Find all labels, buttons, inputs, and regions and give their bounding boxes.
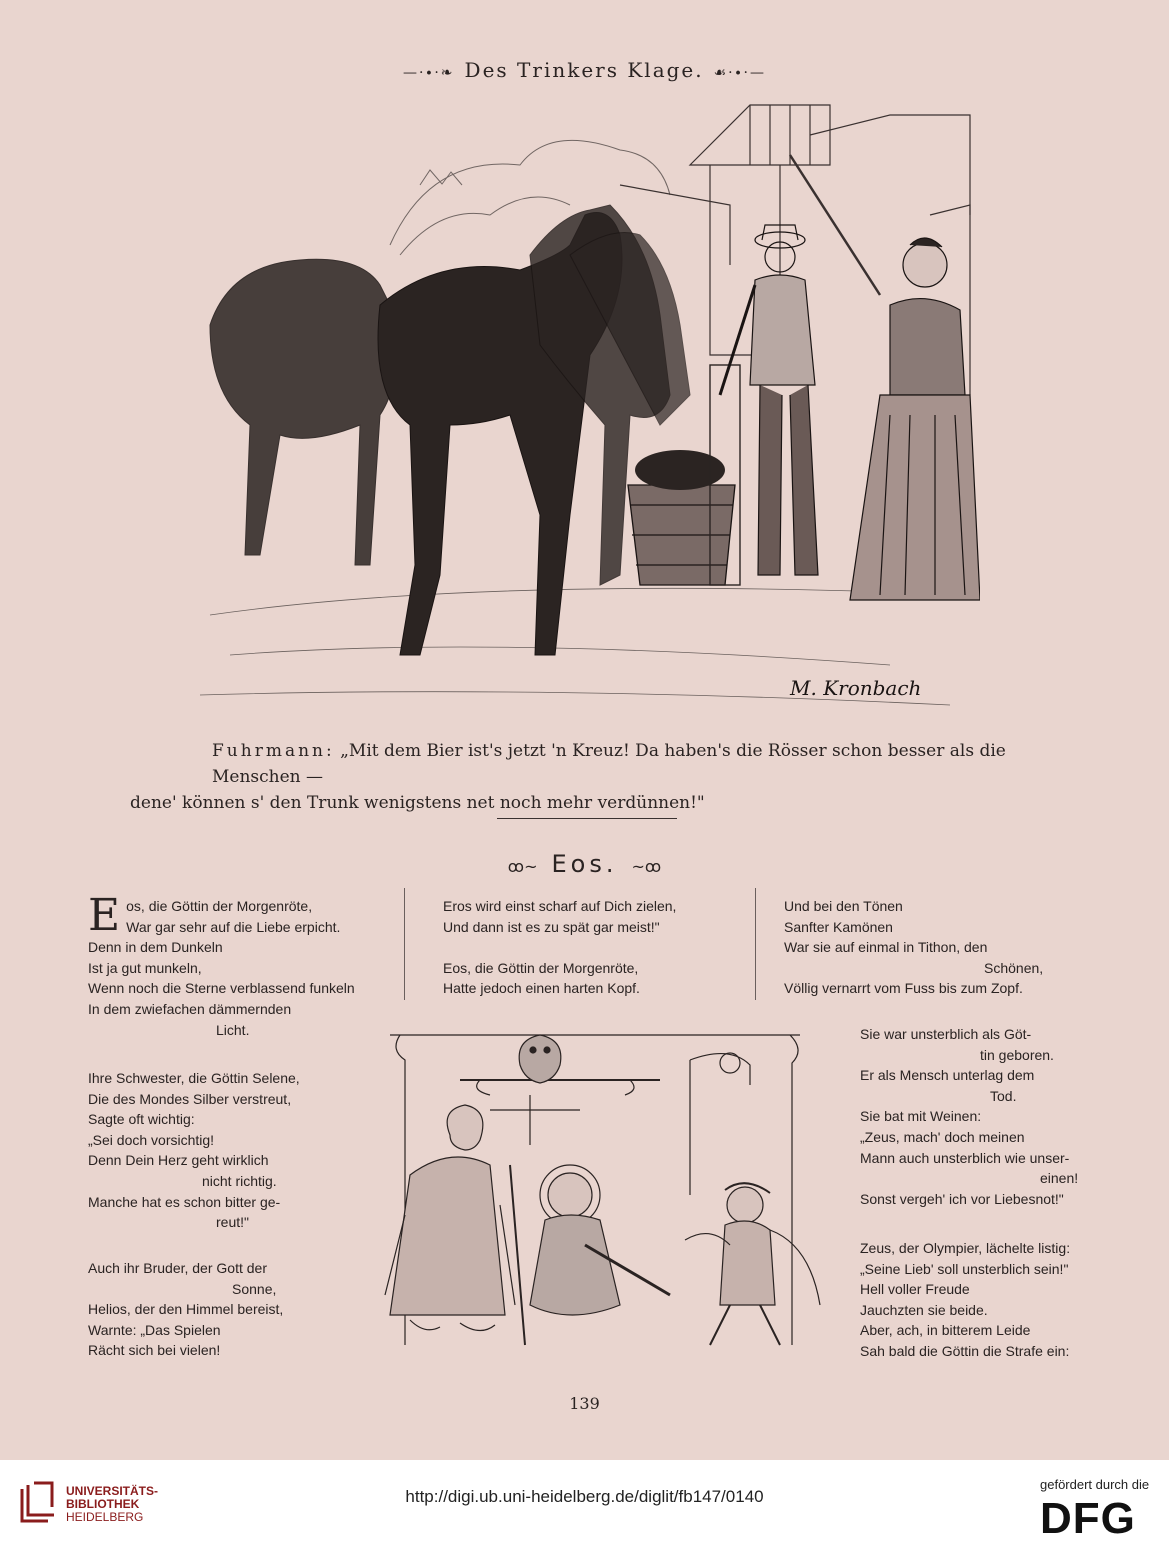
poem-line: Jauchzten sie beide. <box>860 1301 988 1318</box>
poem-line: Manche hat es schon bitter ge- <box>88 1193 281 1210</box>
poem-line: reut!" <box>216 1214 249 1231</box>
column-separator <box>404 888 405 1000</box>
poem-line: „Zeus, mach' doch meinen <box>860 1128 1025 1145</box>
poem-line: Rächt sich bei vielen! <box>88 1342 221 1359</box>
poem-line: Sah bald die Göttin die Strafe ein: <box>860 1342 1070 1359</box>
poem-line: Ihre Schwester, die Göttin Selene, <box>88 1070 300 1086</box>
poem-line: nicht richtig. <box>202 1172 277 1189</box>
eos-illustration-drawing <box>330 1015 850 1370</box>
illustration-signature: M. Kronbach <box>790 676 922 700</box>
poem-title <box>0 850 1169 878</box>
poem-line: os, die Göttin der Morgenröte, <box>126 898 313 914</box>
poem-column-1-stanza-3 <box>88 1258 328 1361</box>
poem-line: Die des Mondes Silber verstreut, <box>88 1090 292 1107</box>
poem-line: Zeus, der Olympier, lächelte listig: <box>860 1240 1071 1256</box>
poem-line: Mann auch unsterblich wie unser- <box>860 1149 1070 1166</box>
column-separator <box>755 888 756 1000</box>
poem-line: Schönen, <box>984 959 1044 976</box>
poem-line: Völlig vernarrt vom Fuss bis zum Zopf. <box>784 980 1023 997</box>
eos-illustration <box>330 1015 850 1370</box>
poem-dropcap: E <box>88 890 121 941</box>
poem-line: Sie bat mit Weinen: <box>860 1108 982 1125</box>
caption-quote-part1: „Mit dem Bier ist's jetzt 'n Kreuz! Da haben's die Rösser schon besser als die Menschen — <box>212 741 1006 787</box>
poem-line: Eros wird einst scharf auf Dich zielen, <box>443 898 677 914</box>
poem-line: Hell voller Freude <box>860 1281 970 1298</box>
poem-line: Und dann ist es zu spät gar meist!" <box>443 918 660 935</box>
library-name-line-3: HEIDELBERG <box>66 1510 144 1524</box>
poem-line: „Sei doch vorsichtig! <box>88 1131 215 1148</box>
poem-line: War sie auf einmal in Tithon, den <box>784 939 988 956</box>
library-name-line-1: UNIVERSITÄTS- <box>66 1484 159 1498</box>
poem-column-2 <box>443 896 739 999</box>
poem-line: Und bei den Tönen <box>784 898 903 914</box>
poem-line: Auch ihr Bruder, der Gott der <box>88 1260 267 1276</box>
poem-title-text: Eos. <box>551 850 618 878</box>
poem-line: In dem zwiefachen dämmernden <box>88 1000 292 1017</box>
poem-line: War gar sehr auf die Liebe erpicht. <box>126 918 341 935</box>
header-title-text: Des Trinkers Klage. <box>464 58 704 82</box>
poem-line: Sie war unsterblich als Göt- <box>860 1026 1032 1042</box>
poem-line <box>443 937 739 958</box>
library-name-line-2: BIBLIOTHEK <box>66 1497 140 1511</box>
source-url[interactable]: http://digi.ub.uni-heidelberg.de/diglit/fb147/0140 <box>405 1487 764 1506</box>
dfg-logo: DFG <box>1040 1494 1136 1543</box>
poem-line: Wenn noch die Sterne verblassend funkeln <box>88 980 355 997</box>
poem-column-3-stanza-2 <box>860 1024 1092 1209</box>
illustration-caption <box>130 738 1050 816</box>
header-title <box>0 58 1169 82</box>
header-ornament-right: ☙·∙·— <box>713 65 766 81</box>
caption-speaker: Fuhrmann: <box>212 741 335 761</box>
poem-line: Warnte: „Das Spielen <box>88 1321 221 1338</box>
poem-line: Tod. <box>990 1087 1017 1104</box>
poem-line: Eos, die Göttin der Morgenröte, <box>443 959 639 976</box>
poem-line: Denn in dem Dunkeln <box>88 939 223 956</box>
poem-line: Sonst vergeh' ich vor Liebesnot!" <box>860 1190 1064 1207</box>
page-number: 139 <box>569 1394 600 1413</box>
poem-line: Helios, der den Himmel bereist, <box>88 1301 284 1318</box>
horses-at-well-drawing <box>190 95 980 720</box>
caption-line-1 <box>130 738 1050 790</box>
poem-line: Sonne, <box>232 1280 277 1297</box>
poem-line: Er als Mensch unterlag dem <box>860 1067 1035 1084</box>
header-ornament-left: —·∙·❧ <box>403 65 455 81</box>
poem-line: Sanfter Kamönen <box>784 918 893 935</box>
poem-column-3 <box>784 896 1090 999</box>
poem-line: Sagte oft wichtig: <box>88 1111 195 1128</box>
poem-column-1-stanza-2 <box>88 1068 328 1233</box>
poem-column-3-stanza-3 <box>860 1238 1092 1362</box>
poem-line: einen! <box>1040 1170 1079 1187</box>
funding-caption: gefördert durch die <box>1040 1477 1150 1492</box>
poem-line: Ist ja gut munkeln, <box>88 959 202 976</box>
section-divider <box>497 818 677 819</box>
poem-title-ornament-right: ~ꝏ <box>631 857 662 876</box>
poem-line: Denn Dein Herz geht wirklich <box>88 1152 269 1169</box>
poem-line: Hatte jedoch einen harten Kopf. <box>443 980 640 997</box>
horses-at-well-illustration <box>190 95 980 720</box>
poem-title-ornament-left: ꝏ~ <box>507 857 538 876</box>
caption-line-2: dene' können s' den Trunk wenigstens net noch mehr verdünnen!" <box>130 793 705 813</box>
poem-line: Aber, ach, in bitterem Leide <box>860 1322 1031 1339</box>
poem-line: Licht. <box>216 1021 250 1038</box>
poem-line: „Seine Lieb' soll unsterblich sein!" <box>860 1260 1069 1277</box>
poem-line: tin geboren. <box>980 1046 1054 1063</box>
